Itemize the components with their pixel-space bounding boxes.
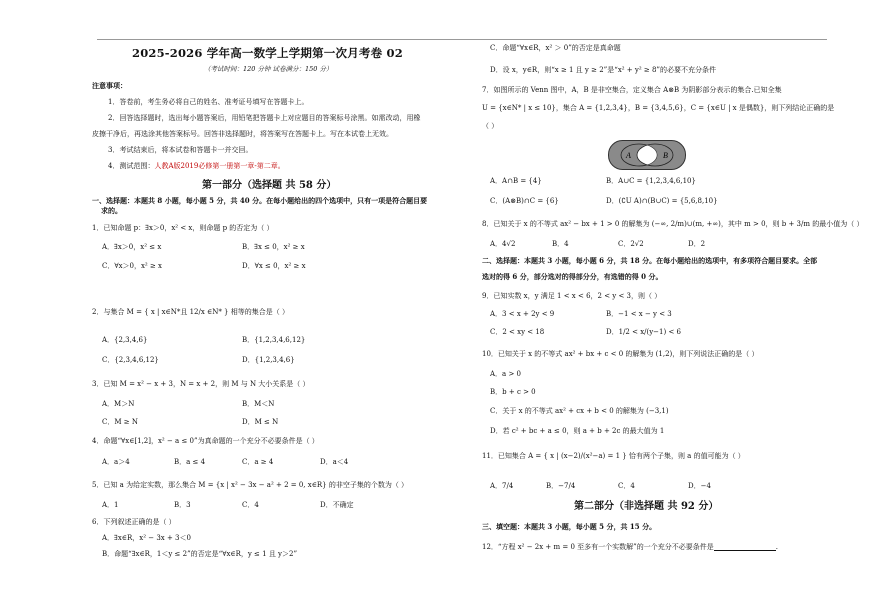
q8-stem: 8．已知关于 x 的不等式 ax² − bx + 1 > 0 的解集为 (−∞, 2/m)∪(m, +∞)，其中 m > 0，则 b + 3/m 的最小值为（ ） — [482, 220, 864, 228]
note-4-range: 人教A版2019必修第一册第一章-第二章。 — [154, 162, 285, 170]
q4-stem: 4．命题“∀x∈[1,2]，x² − a ≤ 0”为真命题的一个充分不必要条件是（ ） — [92, 437, 319, 445]
top-rule — [97, 39, 827, 40]
exam-title: 2025-2026 学年高一数学上学期第一次月考卷 02 — [132, 46, 403, 60]
q12-answer-blank[interactable] — [714, 543, 776, 551]
q10-stem: 10．已知关于 x 的不等式 ax² + bx + c < 0 的解集为 (1,2)，则下列说法正确的是（ ） — [482, 350, 759, 358]
q3-option-c: C．M ≥ N — [102, 418, 138, 426]
q5-option-d: D．不确定 — [320, 501, 354, 509]
q6-option-a: A．∃x∈R，x² − 3x + 3＜0 — [102, 534, 191, 542]
q10-option-a: A．a > 0 — [490, 370, 521, 378]
q3-option-d: D．M ≤ N — [242, 418, 279, 426]
q11-option-b: B．−7/4 — [546, 482, 576, 490]
q2-option-b: B．{1,2,3,4,6,12} — [242, 336, 306, 344]
note-4 — [108, 162, 285, 170]
q5-option-c: C．4 — [242, 501, 259, 509]
q8-option-a: A．4√2 — [490, 240, 516, 248]
q8-option-d: D．2 — [688, 240, 706, 248]
part3-intro: 三、填空题：本题共 3 小题，每小题 5 分，共 15 分。 — [482, 522, 657, 531]
q9-option-a: A．3 < x + 2y < 9 — [490, 310, 555, 318]
q5-stem: 5．已知 a 为给定实数，那么集合 M = {x | x² − 3x − a² + 2 = 0, x∈R} 的非空子集的个数为（ ） — [92, 481, 409, 489]
q10-option-c: C．关于 x 的不等式 ax² + cx + b < 0 的解集为 (−3,1) — [490, 407, 669, 415]
q9-option-b: B．−1 < x − y < 3 — [606, 310, 672, 318]
q11-option-d: D．−4 — [688, 482, 711, 490]
q9-option-d: D．1/2 < x/(y−1) < 6 — [606, 328, 682, 336]
q2-option-c: C．{2,3,4,6,12} — [102, 356, 159, 364]
note-1: 1．答卷前，考生务必将自己的姓名、准考证号填写在答题卡上。 — [108, 98, 309, 106]
q10-option-d: D．若 c² + bc + a ≤ 0，则 a + b + 2c 的最大值为 1 — [490, 427, 665, 435]
note-2: 2．回答选择题时，选出每小题答案后，用铅笔把答题卡上对应题目的答案标号涂黑。如需改动，用橡 — [108, 114, 421, 122]
q11-option-a: A．7/4 — [490, 482, 514, 490]
part2-intro-1: 二、选择题：本题共 3 小题，每小题 6 分，共 18 分。在每小题给出的选项中，有多项符合题目要求。全部 — [482, 256, 818, 265]
q2-stem: 2．与集合 M = { x | x∈N*且 12/x ∈N* } 相等的集合是（ ） — [92, 308, 289, 316]
q7-option-c: C．(A⊗B)∩C = {6} — [490, 197, 559, 205]
q4-option-d: D．a＜4 — [320, 458, 349, 466]
q8-option-b: B．4 — [552, 240, 569, 248]
q1-stem: 1．已知命题 p：∃x＞0，x² < x，则命题 p 的否定为（ ） — [92, 224, 274, 232]
part2-intro-2: 选对的得 6 分，部分选对的得部分分，有选错的得 0 分。 — [482, 272, 663, 281]
q3-option-a: A．M＞N — [102, 400, 135, 408]
note-2-cont: 皮擦干净后，再选涂其他答案标号。回答非选择题时，将答案写在答题卡上。写在本试卷上无效。 — [92, 130, 393, 138]
q6-option-c: C．命题“∀x∈R，x² ＞ 0”的否定是真命题 — [490, 44, 621, 52]
part1-intro-1: 一、选择题：本题共 8 小题，每小题 5 分，共 40 分。在每小题给出的四个选项中，只有一项是符合题目要 — [92, 196, 428, 205]
q4-option-c: C．a ≥ 4 — [242, 458, 274, 466]
q8-option-c: C．2√2 — [618, 240, 644, 248]
q3-stem: 3．已知 M = x² − x + 3，N = x + 2，则 M 与 N 大小关系是（ ） — [92, 380, 310, 388]
q3-option-b: B．M＜N — [242, 400, 275, 408]
q9-stem: 9．已知实数 x，y 满足 1 < x < 6，2 < y < 3，则（ ） — [482, 292, 662, 300]
q1-option-c: C．∀x＞0，x² ≥ x — [102, 262, 162, 270]
q10-option-b: B．b + c > 0 — [490, 388, 536, 396]
q6-stem: 6．下列叙述正确的是（ ） — [92, 518, 176, 526]
q2-option-d: D．{1,2,3,4,6} — [242, 356, 295, 364]
q6-option-d: D．设 x，y∈R，则“x ≥ 1 且 y ≥ 2”是“x² + y² ≥ 8”的必要不充分条件 — [490, 66, 716, 74]
q9-option-c: C．2 < xy < 18 — [490, 328, 545, 336]
part1-heading: 第一部分（选择题 共 58 分） — [202, 180, 337, 191]
q5-option-a: A．1 — [102, 501, 119, 509]
q7-stem-3: （ ） — [482, 122, 499, 130]
q7-stem-1: 7．如图所示的 Venn 图中，A，B 是非空集合，定义集合 A⊗B 为阴影部分表示的集合.已知全集 — [482, 86, 782, 94]
venn-label-b: B — [663, 151, 668, 160]
part1-intro-2: 求的。 — [101, 206, 122, 215]
q5-option-b: B．3 — [174, 501, 191, 509]
q4-option-b: B．a ≤ 4 — [174, 458, 206, 466]
exam-subtitle: （考试时间：120 分钟 试卷满分：150 分） — [204, 65, 333, 73]
venn-label-a: A — [626, 151, 631, 160]
q7-option-a: A．A∩B = {4} — [490, 177, 542, 185]
q11-stem: 11．已知集合 A = { x | (x−2)/(x²−a) = 1 } 恰有两个子集，则 a 的值可能为（ ） — [482, 452, 745, 460]
q12-suffix: . — [775, 543, 778, 551]
q1-option-d: D．∀x ≤ 0，x² ≥ x — [242, 262, 306, 270]
notes-heading: 注意事项： — [92, 81, 127, 90]
q6-option-b: B．命题“∃x∈R，1＜y ≤ 2”的否定是“∀x∈R，y ≤ 1 且 y＞2” — [102, 550, 298, 558]
q1-option-a: A．∃x＞0，x² ≤ x — [102, 243, 162, 251]
venn-diagram — [608, 140, 686, 170]
q7-stem-2: U = {x∈N* | x ≤ 10}，集合 A = {1,2,3,4}，B = {3,4,5,6}，C = {x∈U | x 是偶数}，则下列结论正确的是 — [482, 104, 835, 112]
part2-heading: 第二部分（非选择题 共 92 分） — [574, 501, 719, 512]
q11-option-c: C．4 — [618, 482, 635, 490]
q12-prefix: 12．“方程 x² − 2x + m = 0 至多有一个实数解”的一个充分不必要条件是 — [482, 543, 714, 551]
q12-stem — [482, 543, 778, 551]
note-4-prefix: 4．测试范围： — [108, 162, 155, 170]
q2-option-a: A．{2,3,4,6} — [102, 336, 148, 344]
note-3: 3．考试结束后，将本试卷和答题卡一并交回。 — [108, 146, 253, 154]
q1-option-b: B．∃x ≤ 0，x² ≥ x — [242, 243, 305, 251]
q7-option-d: D．(∁U A)∩(B∪C) = {5,6,8,10} — [606, 197, 718, 205]
q7-option-b: B．A∪C = {1,2,3,4,6,10} — [606, 177, 696, 185]
q4-option-a: A．a＞4 — [102, 458, 130, 466]
